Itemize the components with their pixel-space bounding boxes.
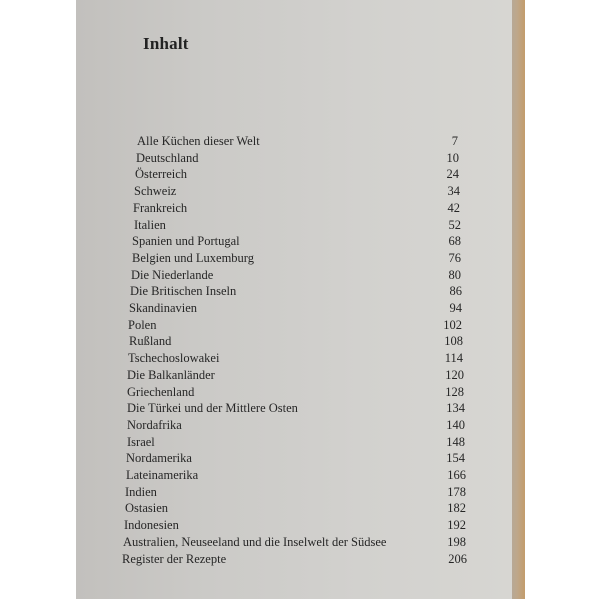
toc-entry-label: Australien, Neuseeland und die Inselwelt der Südsee (123, 534, 387, 549)
toc-entry-label: Italien (134, 217, 166, 232)
toc-entry (127, 434, 465, 450)
toc-entry-label: Nordafrika (127, 417, 182, 432)
toc-entry-label: Die Britischen Inseln (130, 284, 237, 299)
toc-entry-page-number: 42 (447, 200, 460, 215)
toc-entry (134, 217, 461, 233)
toc-entry-label: Alle Küchen dieser Welt (137, 134, 260, 148)
toc-entry (132, 250, 461, 266)
toc-entry-label: Die Balkanländer (127, 367, 215, 382)
toc-entry-label: Die Türkei und der Mittlere Osten (127, 401, 298, 416)
toc-entry-page-number: 108 (444, 334, 463, 349)
toc-entry-label: Frankreich (133, 200, 188, 215)
toc-entry-page-number: 94 (449, 301, 462, 315)
toc-entry (136, 150, 459, 166)
page-title: Inhalt (143, 34, 189, 53)
toc-entry (124, 517, 466, 533)
toc-entry-label: Skandinavien (129, 301, 198, 315)
toc-entry (130, 283, 462, 299)
toc-entry-page-number: 198 (447, 534, 466, 549)
toc-entry (128, 350, 463, 366)
toc-entry-page-number: 68 (448, 234, 461, 249)
toc-entry-label: Polen (128, 317, 157, 332)
toc-entry-page-number: 7 (451, 134, 458, 148)
toc-entry-page-number: 76 (448, 250, 461, 265)
toc-entry-page-number: 86 (449, 284, 462, 299)
toc-entry-label: Nordamerika (126, 451, 192, 466)
toc-entry (134, 183, 460, 199)
toc-entry-label: Tschechoslowakei (128, 351, 220, 366)
toc-entry-page-number: 206 (448, 551, 467, 566)
toc-entry-page-number: 134 (446, 401, 465, 416)
toc-entry-page-number: 52 (448, 217, 461, 232)
toc-entry-label: Indien (125, 484, 157, 499)
toc-entry (135, 166, 459, 182)
toc-entry-page-number: 154 (446, 451, 465, 466)
toc-entry-label: Griechenland (127, 384, 195, 399)
toc-entry-label: Schweiz (134, 184, 177, 199)
toc-entry (123, 534, 466, 550)
toc-entry (131, 267, 461, 283)
toc-entry-page-number: 148 (446, 434, 465, 449)
toc-entry-label: Die Niederlande (131, 267, 214, 282)
toc-entry (127, 400, 465, 416)
toc-entry (125, 484, 466, 500)
toc-entry-label: Register der Rezepte (122, 551, 227, 566)
toc-entry (126, 467, 466, 483)
toc-entry (127, 384, 464, 400)
toc-entry-page-number: 166 (447, 468, 466, 482)
toc-entry-page-number: 10 (446, 150, 459, 165)
toc-entry-label: Lateinamerika (126, 468, 199, 482)
toc-entry (133, 200, 460, 216)
toc-entry-page-number: 192 (447, 518, 466, 533)
toc-entry (126, 450, 465, 466)
toc-entry-label: Belgien und Luxemburg (132, 250, 254, 265)
toc-entry-page-number: 24 (446, 167, 459, 182)
toc-entry (137, 133, 458, 149)
toc-entry-label: Deutschland (136, 150, 199, 165)
toc-entry (125, 500, 466, 516)
toc-entry (129, 300, 462, 316)
toc-entry-page-number: 178 (447, 484, 466, 499)
toc-entry (127, 367, 464, 383)
toc-entry-page-number: 120 (445, 367, 464, 382)
toc-entry-label: Österreich (135, 167, 188, 182)
toc-entry-page-number: 114 (444, 351, 463, 366)
toc-entry (127, 417, 465, 433)
toc-entry (132, 233, 461, 249)
toc-entry-page-number: 34 (447, 184, 460, 199)
toc-entry-page-number: 140 (446, 417, 465, 432)
toc-entry (129, 333, 463, 349)
toc-entry (122, 551, 467, 567)
toc-entry-page-number: 102 (443, 317, 462, 332)
toc-entry-label: Indonesien (124, 518, 179, 533)
toc-entry-page-number: 182 (447, 501, 466, 516)
toc-entry-label: Spanien und Portugal (132, 234, 240, 249)
toc-entry-label: Ostasien (125, 501, 169, 516)
toc-entry (128, 317, 462, 333)
toc-entry-label: Israel (127, 434, 155, 449)
toc-entry-label: Rußland (129, 334, 172, 349)
toc-entry-page-number: 128 (445, 384, 464, 399)
toc-entry-page-number: 80 (448, 267, 461, 282)
